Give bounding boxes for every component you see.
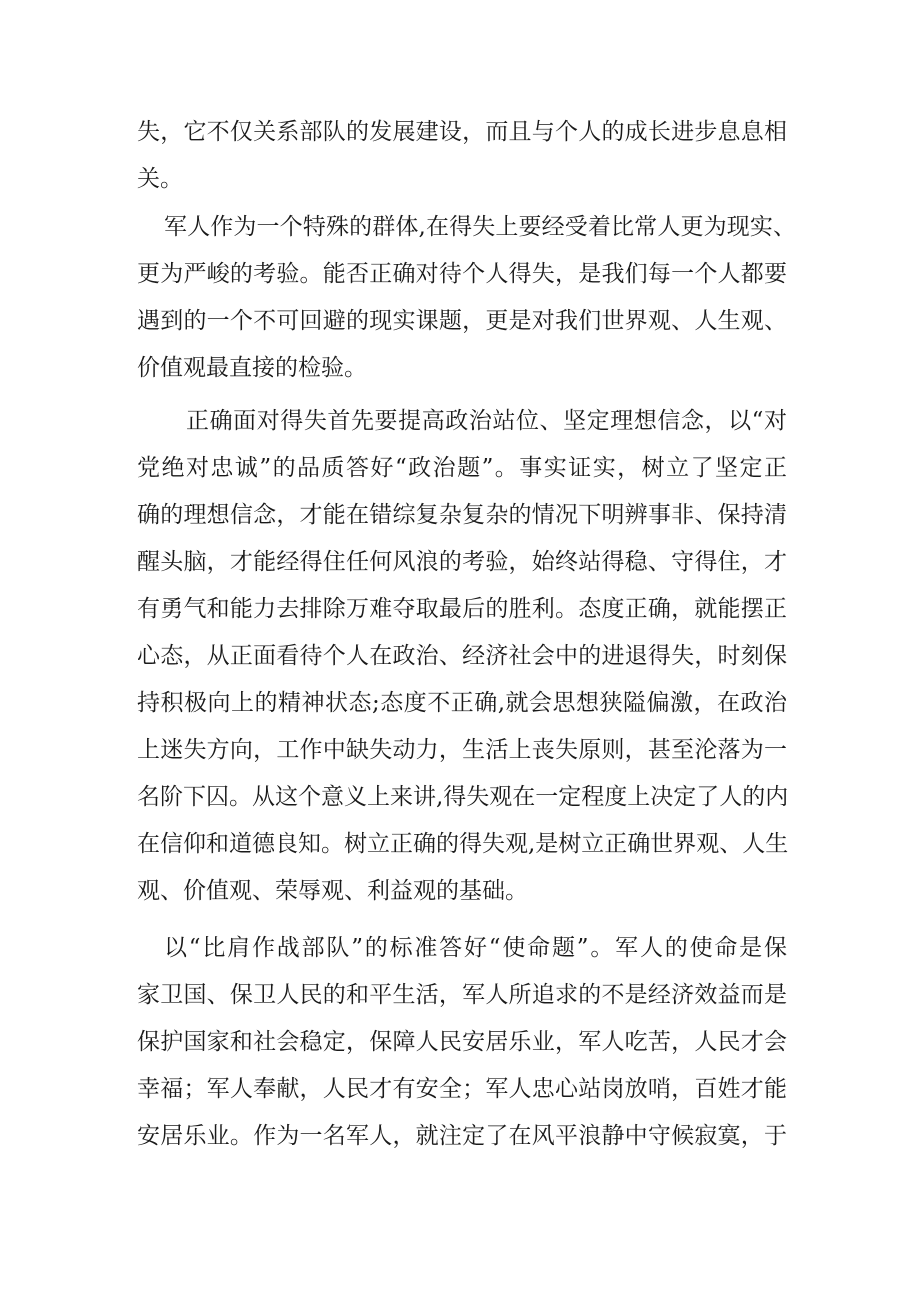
text-line: 关。 [137, 166, 183, 192]
text-line: 醒头脑，才能经得住任何风浪的考验，始终站得稳、守得住，才 [137, 549, 787, 575]
text-line: 更为严峻的考验。能否正确对待个人得失，是我们每一个人都要 [137, 261, 787, 287]
text-line: 失，它不仅关系部队的发展建设，而且与个人的成长进步息息相 [137, 119, 787, 145]
text-line: 保护国家和社会稳定，保障人民安居乐业，军人吃苦，人民才会 [137, 1029, 787, 1055]
text-line: 在信仰和道德良知。树立正确的得失观,是树立正确世界观、人生 [137, 831, 789, 857]
text-line: 正确面对得失首先要提高政治站位、坚定理想信念，以“对 [186, 408, 787, 434]
text-line: 上迷失方向，工作中缺失动力，生活上丧失原则，甚至沦落为一 [137, 737, 787, 763]
text-line: 价值观最直接的检验。 [137, 355, 367, 381]
text-line: 心态，从正面看待个人在政治、经济社会中的进退得失，时刻保 [137, 643, 787, 669]
text-line: 遇到的一个不可回避的现实课题，更是对我们世界观、人生观、 [137, 308, 787, 334]
text-line: 党绝对忠诚”的品质答好“政治题”。事实证实，树立了坚定正 [137, 455, 787, 481]
text-line: 有勇气和能力去排除万难夺取最后的胜利。态度正确，就能摆正 [137, 596, 787, 622]
text-line: 观、价值观、荣辱观、利益观的基础。 [137, 878, 528, 904]
text-line: 持积极向上的精神状态;态度不正确,就会思想狭隘偏激，在政治 [137, 690, 787, 716]
text-line: 军人作为一个特殊的群体,在得失上要经受着比常人更为现实、 [164, 214, 796, 240]
text-line: 家卫国、保卫人民的和平生活，军人所追求的不是经济效益而是 [137, 982, 787, 1008]
text-line: 确的理想信念，才能在错综复杂复杂的情况下明辨事非、保持清 [137, 502, 787, 528]
text-line: 以“比肩作战部队”的标准答好“使命题”。军人的使命是保 [164, 935, 787, 961]
text-line: 安居乐业。作为一名军人，就注定了在风平浪静中守候寂寞，于 [137, 1123, 787, 1149]
text-line: 名阶下囚。从这个意义上来讲,得失观在一定程度上决定了人的内 [137, 784, 789, 810]
text-line: 幸福；军人奉献，人民才有安全；军人忠心站岗放哨，百姓才能 [137, 1076, 787, 1102]
